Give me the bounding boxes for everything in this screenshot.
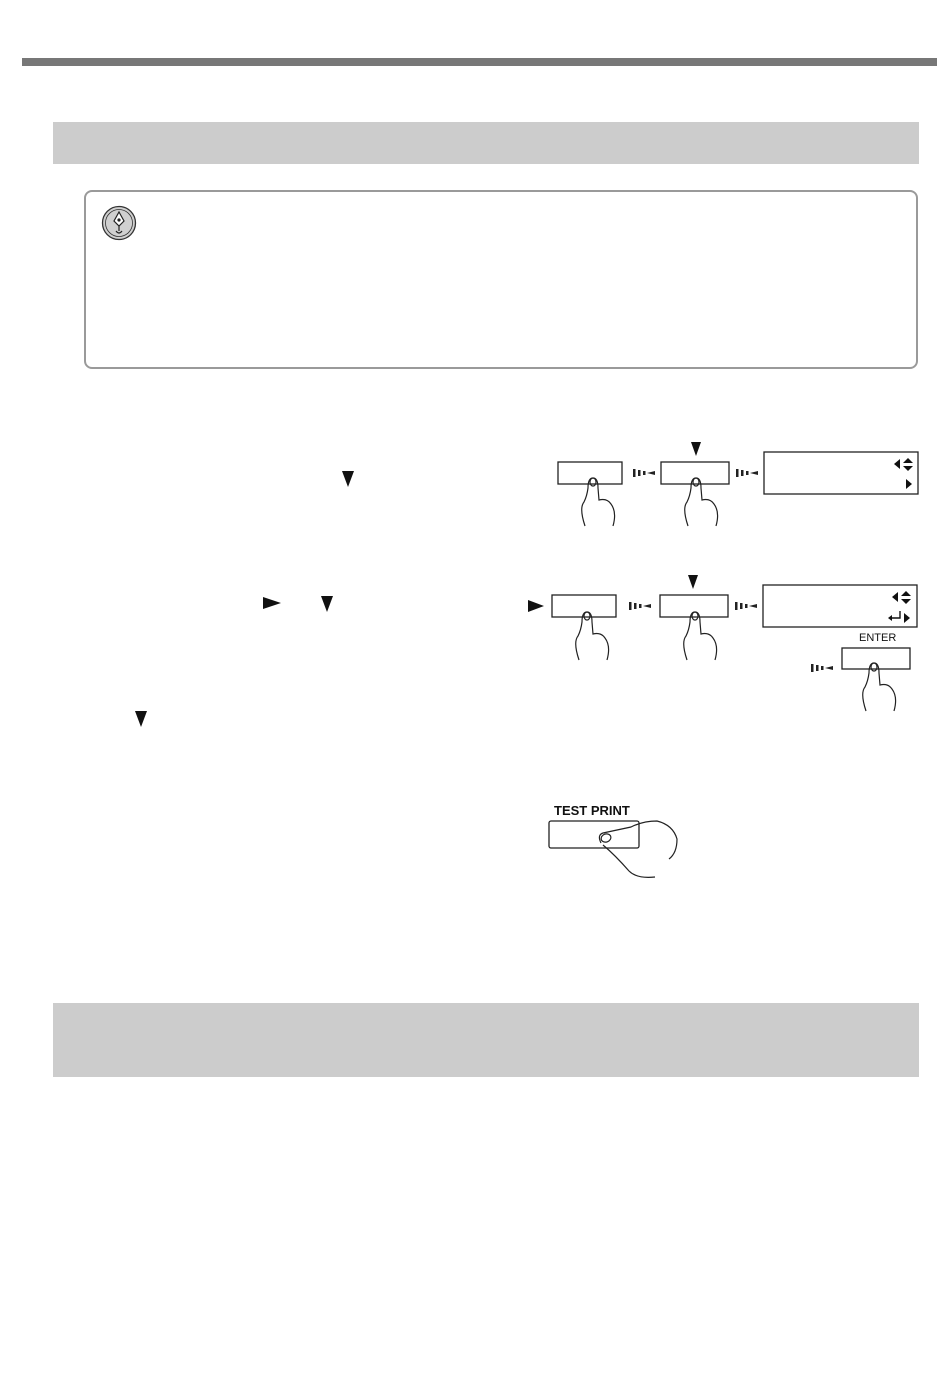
pen-nib-icon — [101, 205, 137, 241]
section-header-bar-2 — [53, 1003, 919, 1077]
step1-diagram — [555, 438, 925, 533]
finger-press-icon — [684, 612, 717, 660]
page-top-rule — [22, 58, 937, 66]
triangle-down-icon — [691, 442, 701, 456]
lcd-display-2 — [763, 585, 917, 627]
test-print-key — [549, 821, 639, 848]
enter-key-label: ENTER — [859, 632, 897, 644]
panel-key-down-2 — [660, 595, 728, 617]
enter-key — [842, 648, 910, 669]
triangle-right-icon — [263, 597, 281, 609]
finger-press-icon — [582, 478, 615, 526]
triangle-down-icon — [342, 471, 354, 487]
finger-press-icon — [863, 663, 896, 711]
sequence-arrow-2 — [736, 469, 758, 477]
finger-press-icon — [576, 612, 609, 660]
triangle-right-icon — [528, 600, 544, 612]
triangle-down-icon — [321, 596, 333, 612]
triangle-down-icon — [135, 711, 147, 727]
lcd-display-1 — [764, 452, 918, 494]
test-print-label: TEST PRINT — [554, 803, 630, 818]
panel-key-down — [661, 462, 729, 484]
finger-press-icon — [685, 478, 718, 526]
enter-key-diagram — [806, 645, 921, 713]
sequence-arrow-5 — [811, 664, 833, 672]
sequence-arrow-4 — [735, 602, 757, 610]
sequence-arrow-3 — [629, 602, 651, 610]
sequence-arrow-1 — [633, 469, 655, 477]
test-print-diagram — [545, 815, 685, 885]
triangle-down-icon — [688, 575, 698, 589]
note-box — [84, 190, 918, 369]
section-header-bar-1 — [53, 122, 919, 164]
